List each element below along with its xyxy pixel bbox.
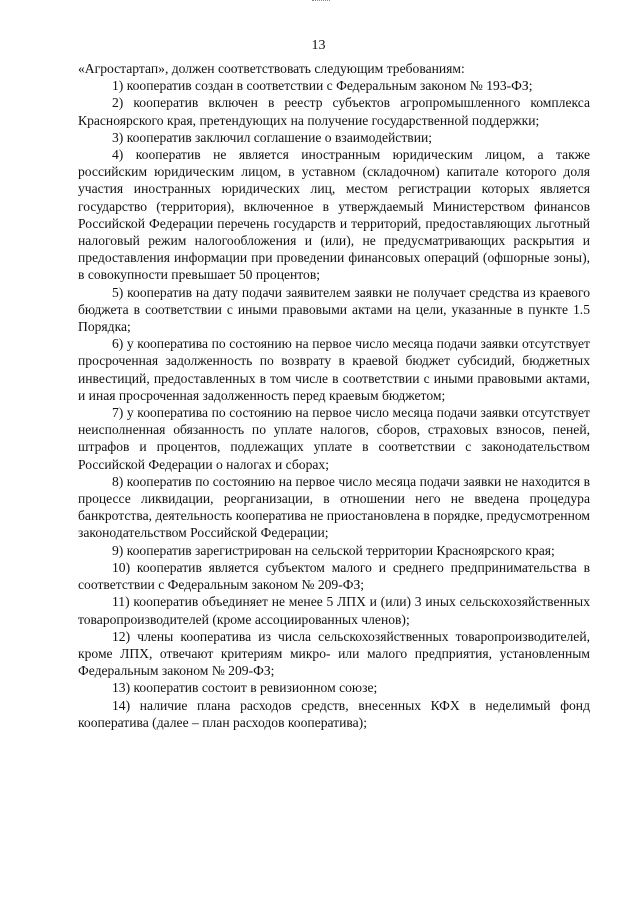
requirement-item-8: 8) кооператив по состоянию на первое число месяца подачи заявки не находится в процессе ликвидации, реорганизации, в отношении него не введена процедура банкротства, деятельность кооператива не приостановлена в порядке, предусмотренном законодательством Российской Федерации; [78,473,590,541]
scan-artifact [312,0,330,5]
requirement-item-2: 2) кооператив включен в реестр субъектов агропромышленного комплекса Красноярского края, претендующих на получение государственной поддержки; [78,95,590,128]
requirement-item-6: 6) у кооператива по состоянию на первое число месяца подачи заявки отсутствует просроченная задолженность по возврату в краевой бюджет субсидий, бюджетных инвестиций, предоставленных в том числе в соответствии с иными правовыми актами, и иная просроченная задолженность перед краевым бюджетом; [78,336,590,403]
requirement-item-5: 5) кооператив на дату подачи заявителем заявки не получает средства из краевого бюджета в соответствии с иными правовыми актами на цели, указанные в пункте 1.5 Порядка; [78,284,590,335]
requirement-item-10: 10) кооператив является субъектом малого и среднего предпринимательства в соответствии с Федеральным законом № 209-ФЗ; [78,559,590,593]
requirement-item-9: 9) кооператив зарегистрирован на сельской территории Красноярского края; [112,542,555,558]
requirement-item-4: 4) кооператив не является иностранным юридическим лицом, а также российским юридическим лицом, в уставном (складочном) капитале которого доля участия иностранных юридических лиц, местом регистрации которых является государство (территория), включенное в утверждаемый Министерством финансов Российской Федерации перечень государств и территорий, предоставляющих льготный налоговый режим налогообложения и (или), не предусматривающих раскрытия и предоставления информации при проведении финансовых операций (офшорные зоны), в совокупности превышает 50 процентов; [78,147,590,283]
page-number: 13 [311,38,326,53]
document-body [78,60,590,731]
requirement-item-3: 3) кооператив заключил соглашение о взаимодействии; [112,129,433,145]
requirement-item-12: 12) члены кооператива из числа сельскохозяйственных товаропроизводителей, кроме ЛПХ, отвечают критериям микро- или малого предприятия, установленным Федеральным законом № 209-ФЗ; [78,628,590,679]
requirement-item-11: 11) кооператив объединяет не менее 5 ЛПХ и (или) 3 иных сельскохозяйственных товаропроизводителей (кроме ассоциированных членов); [78,594,590,627]
requirement-item-1: 1) кооператив создан в соответствии с Федеральным законом № 193-ФЗ; [112,78,533,94]
requirement-item-7: 7) у кооператива по состоянию на первое число месяца подачи заявки отсутствует неисполненная обязанность по уплате налогов, сборов, страховых взносов, пеней, штрафов и процентов, подлежащих уплате в соответствии с законодательством Российской Федерации о налогах и сборах; [78,405,590,472]
requirement-item-14: 14) наличие плана расходов средств, внесенных КФХ в неделимый фонд кооператива (далее – план расходов кооператива); [78,697,590,730]
intro-paragraph: «Агростартап», должен соответствовать следующим требованиям: [78,61,465,76]
requirement-item-13: 13) кооператив состоит в ревизионном союзе; [112,680,378,696]
